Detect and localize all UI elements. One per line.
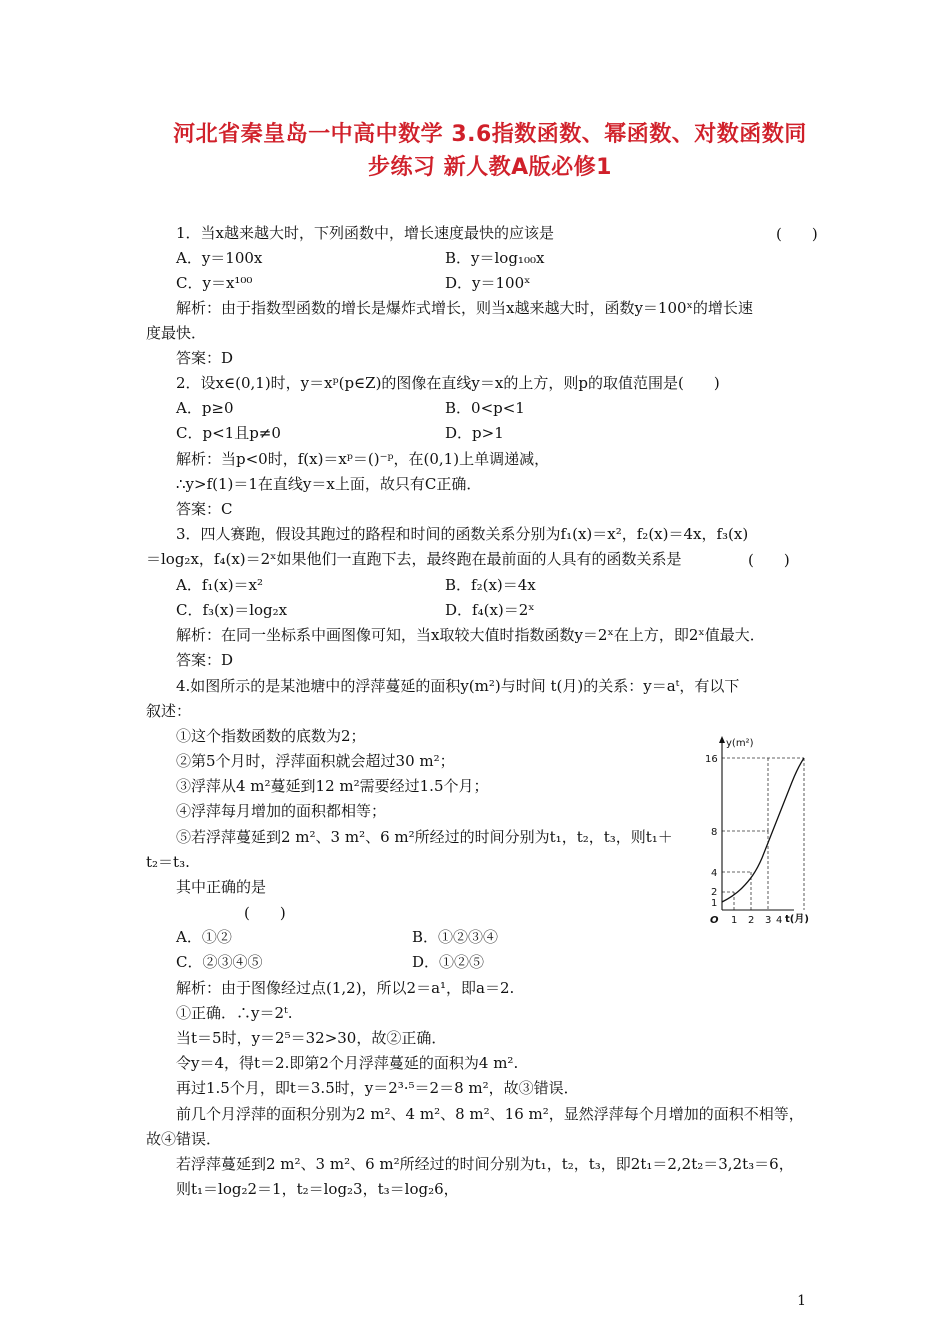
q1-option-b: B．y＝log₁₀₀x	[445, 249, 545, 267]
title-line-1: 河北省秦皇岛一中高中数学 3.6指数函数、幂函数、对数函数同	[173, 122, 807, 147]
x-tick-3: 3	[765, 915, 772, 926]
q1-answer: 答案：D	[176, 349, 234, 367]
title-line-2: 步练习 新人教A版必修1	[368, 155, 612, 180]
q3-answer: 答案：D	[176, 651, 234, 669]
q1-analysis-line-1: 解析：由于指数型函数的增长是爆炸式增长，则当x越来越大时，函数y＝100ˣ的增长速	[176, 299, 753, 317]
q4-ask: 其中正确的是	[176, 878, 267, 896]
q4-option-d: D．①②⑤	[412, 953, 485, 971]
q1-option-d: D．y＝100ˣ	[445, 274, 531, 292]
q3-option-d: D．f₄(x)＝2ˣ	[445, 601, 535, 619]
q3-option-c: C．f₃(x)＝log₂x	[176, 601, 288, 619]
q4-analysis-7: 故④错误．	[146, 1130, 222, 1148]
q2-stem: 2．设x∈(0,1)时，y＝xᵖ(p∈Z)的图像在直线y＝x的上方，则p的取值范围是( )	[176, 374, 720, 392]
q3-stem-line-2: ＝log₂x，f₄(x)＝2ˣ如果他们一直跑下去，最终跑在最前面的人具有的函数关系是	[146, 550, 682, 568]
q4-analysis-3: 当t＝5时，y＝2⁵＝32>30，故②正确．	[176, 1029, 447, 1047]
q1-option-c: C．y＝x¹⁰⁰	[176, 274, 253, 292]
q4-option-b: B．①②③④	[412, 928, 499, 946]
origin-label: O	[710, 915, 719, 926]
q4-analysis-9: 则t₁＝log₂2＝1，t₂＝log₂3，t₃＝log₂6，	[176, 1180, 459, 1198]
q3-option-a: A．f₁(x)＝x²	[176, 576, 264, 594]
q1-answer-paren: ( )	[776, 225, 818, 243]
q2-analysis-line-1: 解析：当p<0时，f(x)＝xᵖ＝()⁻ᵖ，在(0,1)上单调递减，	[176, 450, 550, 468]
y-tick-16: 16	[705, 754, 718, 765]
q4-option-c: C．②③④⑤	[176, 953, 263, 971]
x-tick-4: 4	[776, 915, 783, 926]
x-axis-label: t(月)	[785, 914, 809, 925]
q4-stem-line-2: 叙述：	[146, 702, 192, 720]
q4-analysis-6: 前几个月浮萍的面积分别为2 m²、4 m²、8 m²、16 m²，显然浮萍每个月增加的面积不相等，	[176, 1105, 804, 1123]
page-number: 1	[797, 1293, 806, 1309]
q4-statement-2: ②第5个月时，浮萍面积就会超过30 m²；	[176, 752, 455, 770]
y-axis-label: y(m²)	[726, 738, 754, 749]
q2-option-a: A．p≥0	[176, 399, 234, 417]
q4-analysis-4: 令y＝4，得t＝2.即第2个月浮萍蔓延的面积为4 m².	[176, 1054, 519, 1072]
q4-statement-4: ④浮萍每月增加的面积都相等；	[176, 802, 387, 820]
document-title	[150, 118, 830, 184]
x-tick-1: 1	[731, 915, 738, 926]
q4-answer-paren: ( )	[244, 904, 286, 922]
q4-stem-line-1: 4.如图所示的是某池塘中的浮萍蔓延的面积y(m²)与时间 t(月)的关系：y＝aᵗ，有以下	[176, 677, 740, 695]
q3-answer-paren: ( )	[748, 551, 790, 569]
duckweed-growth-graph	[696, 732, 814, 928]
q4-analysis-2: ①正确．∴y＝2ᵗ.	[176, 1004, 293, 1022]
x-tick-2: 2	[748, 915, 755, 926]
y-tick-4: 4	[711, 868, 718, 879]
q3-option-b: B．f₂(x)＝4x	[445, 576, 536, 594]
q3-stem-line-1: 3．四人赛跑，假设其跑过的路程和时间的函数关系分别为f₁(x)＝x²，f₂(x)＝4x，f₃(x)	[176, 525, 749, 543]
q2-option-d: D．p>1	[445, 424, 504, 442]
q1-stem: 1．当x越来越大时，下列函数中，增长速度最快的应该是	[176, 224, 555, 242]
q2-answer: 答案：C	[176, 500, 233, 518]
y-tick-1: 1	[711, 898, 718, 909]
y-tick-2: 2	[711, 887, 718, 898]
q2-option-b: B．0<p<1	[445, 399, 525, 417]
q4-option-a: A．①②	[176, 928, 232, 946]
exponential-curve	[722, 758, 804, 902]
q4-statement-3: ③浮萍从4 m²蔓延到12 m²需要经过1.5个月；	[176, 777, 489, 795]
q2-analysis-line-2: ∴y>f(1)＝1在直线y＝x上面，故只有C正确．	[176, 475, 482, 493]
q4-analysis-1: 解析：由于图像经过点(1,2)，所以2＝a¹，即a＝2.	[176, 979, 515, 997]
q4-analysis-5: 再过1.5个月，即t＝3.5时，y＝2³·⁵＝2＝8 m²，故③错误．	[176, 1079, 579, 1097]
q3-analysis: 解析：在同一坐标系中画图像可知，当x取较大值时指数函数y＝2ˣ在上方，即2ˣ值最大．	[176, 626, 765, 644]
q4-statement-1: ①这个指数函数的底数为2；	[176, 727, 366, 745]
q2-option-c: C．p<1且p≠0	[176, 424, 281, 442]
q1-option-a: A．y＝100x	[176, 249, 263, 267]
y-axis-arrow-icon	[719, 736, 725, 743]
q1-analysis-line-2: 度最快．	[146, 324, 207, 342]
y-tick-8: 8	[711, 827, 718, 838]
q4-statement-5-line-1: ⑤若浮萍蔓延到2 m²、3 m²、6 m²所经过的时间分别为t₁，t₂，t₃，则t₁＋	[176, 828, 673, 846]
q4-analysis-8: 若浮萍蔓延到2 m²、3 m²、6 m²所经过的时间分别为t₁，t₂，t₃，即2t₁＝2,2t₂＝3,2t₃＝6，	[176, 1155, 794, 1173]
q4-statement-5-line-2: t₂＝t₃.	[146, 853, 190, 871]
